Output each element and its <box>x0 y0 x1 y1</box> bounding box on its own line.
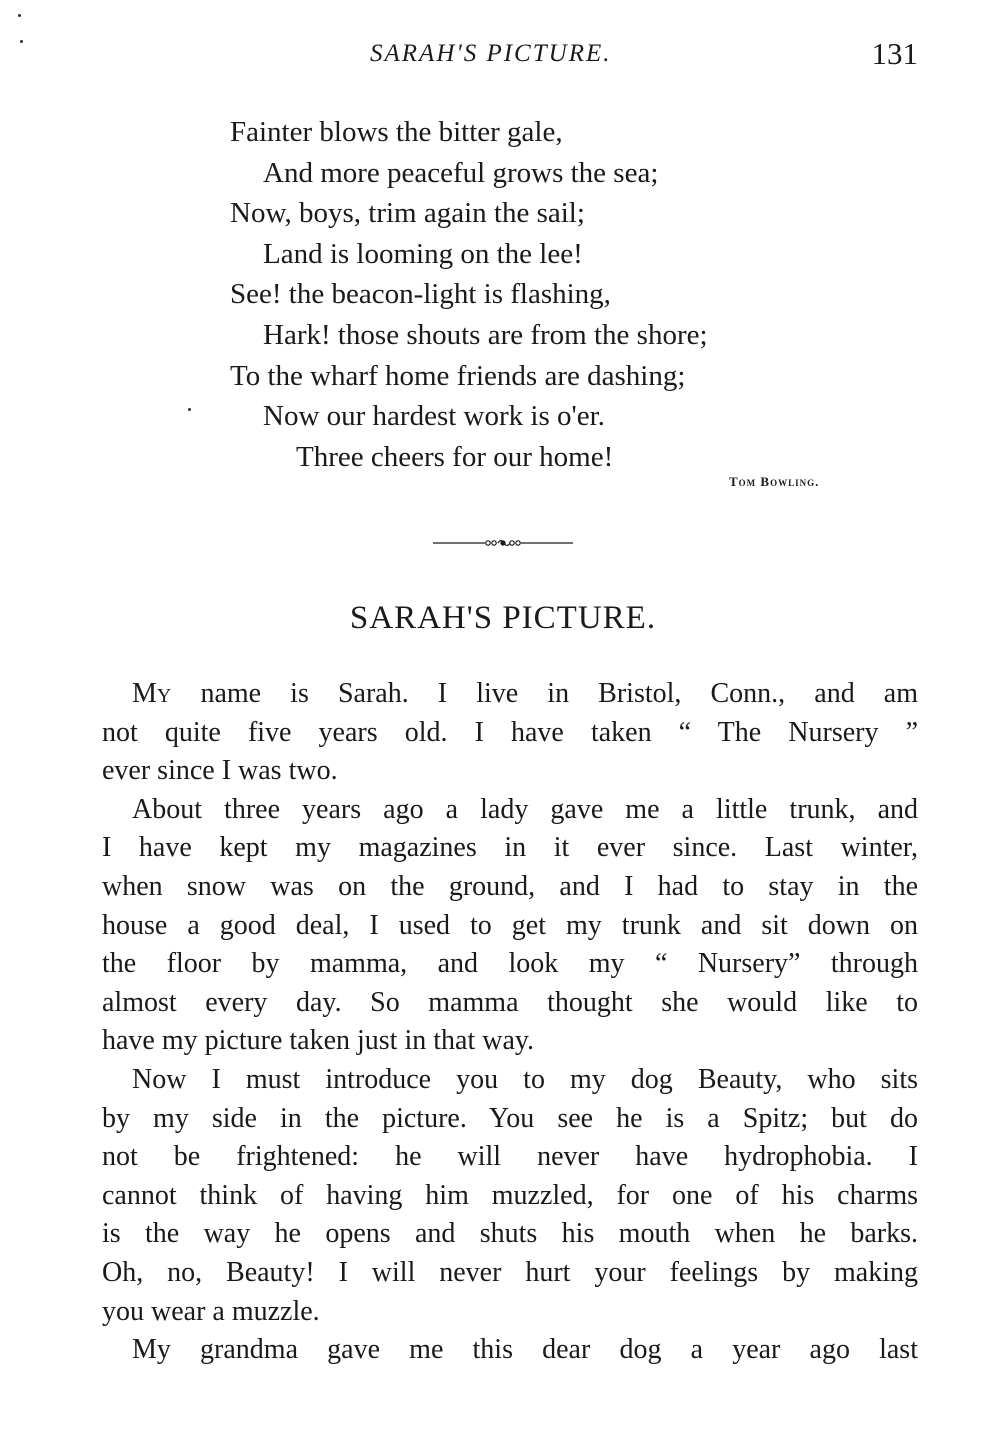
scan-speck <box>18 14 21 17</box>
poem-line: To the wharf home friends are dashing; <box>230 359 686 392</box>
text-line: Now I must introduce you to my dog Beauty, who sits <box>132 1063 918 1095</box>
text-line: you wear a muzzle. <box>102 1295 320 1327</box>
text-line-rest: name is Sarah. I live in Bristol, Conn., and am <box>171 678 918 709</box>
text-line: when snow was on the ground, and I had to stay in the <box>102 870 918 902</box>
text-line: house a good deal, I used to get my trunk and sit down on <box>102 909 918 941</box>
scan-speck <box>20 40 23 43</box>
text-line: About three years ago a lady gave me a little trunk, and <box>132 793 918 825</box>
poem <box>230 112 870 477</box>
text-line: is the way he opens and shuts his mouth when he barks. <box>102 1218 918 1250</box>
poem-line: Now our hardest work is o'er. <box>263 400 605 433</box>
text-line: have my picture taken just in that way. <box>102 1025 535 1057</box>
running-head <box>100 36 918 76</box>
text-line: cannot think of having him muzzled, for one of his charms <box>102 1179 918 1211</box>
poem-line: Fainter blows the bitter gale, <box>230 116 563 148</box>
text-line: I have kept my magazines in it ever since. Last winter, <box>102 832 918 864</box>
text-line: almost every day. So mamma thought she would like to <box>102 986 918 1018</box>
poem-line: See! the beacon-light is flashing, <box>230 278 611 311</box>
poem-line: Hark! those shouts are from the shore; <box>263 318 708 351</box>
paragraph <box>102 675 918 791</box>
poem-author: Tom Bowling. <box>729 474 820 489</box>
text-line: My grandma gave me this dear dog a year ago last <box>132 1334 918 1366</box>
text-line: ever since I was two. <box>102 755 338 787</box>
running-title: SARAH'S PICTURE. <box>370 40 612 67</box>
text-line <box>102 675 918 714</box>
section-divider-ornament <box>433 533 573 553</box>
poem-line: Now, boys, trim again the sail; <box>230 197 585 230</box>
drop-word: My <box>132 678 172 709</box>
text-line: not quite five years old. I have taken “ The Nursery ” <box>102 716 918 748</box>
paragraph <box>102 1331 918 1370</box>
text-line: Oh, no, Beauty! I will never hurt your feelings by making <box>102 1256 918 1288</box>
text-line: the floor by mamma, and look my “ Nursery” through <box>102 948 918 980</box>
text-line: not be frightened: he will never have hydrophobia. I <box>102 1141 918 1173</box>
story-title: SARAH'S PICTURE. <box>349 600 657 636</box>
story-body <box>102 675 918 1370</box>
paragraph <box>102 1061 918 1331</box>
paragraph <box>102 791 918 1061</box>
poem-line: Three cheers for our home! <box>296 440 614 473</box>
scan-speck <box>188 408 191 411</box>
page-number: 131 <box>871 36 918 71</box>
text-line: by my side in the picture. You see he is a Spitz; but do <box>102 1102 918 1134</box>
poem-line: Land is looming on the lee! <box>263 237 583 270</box>
poem-line: And more peaceful grows the sea; <box>263 156 659 189</box>
